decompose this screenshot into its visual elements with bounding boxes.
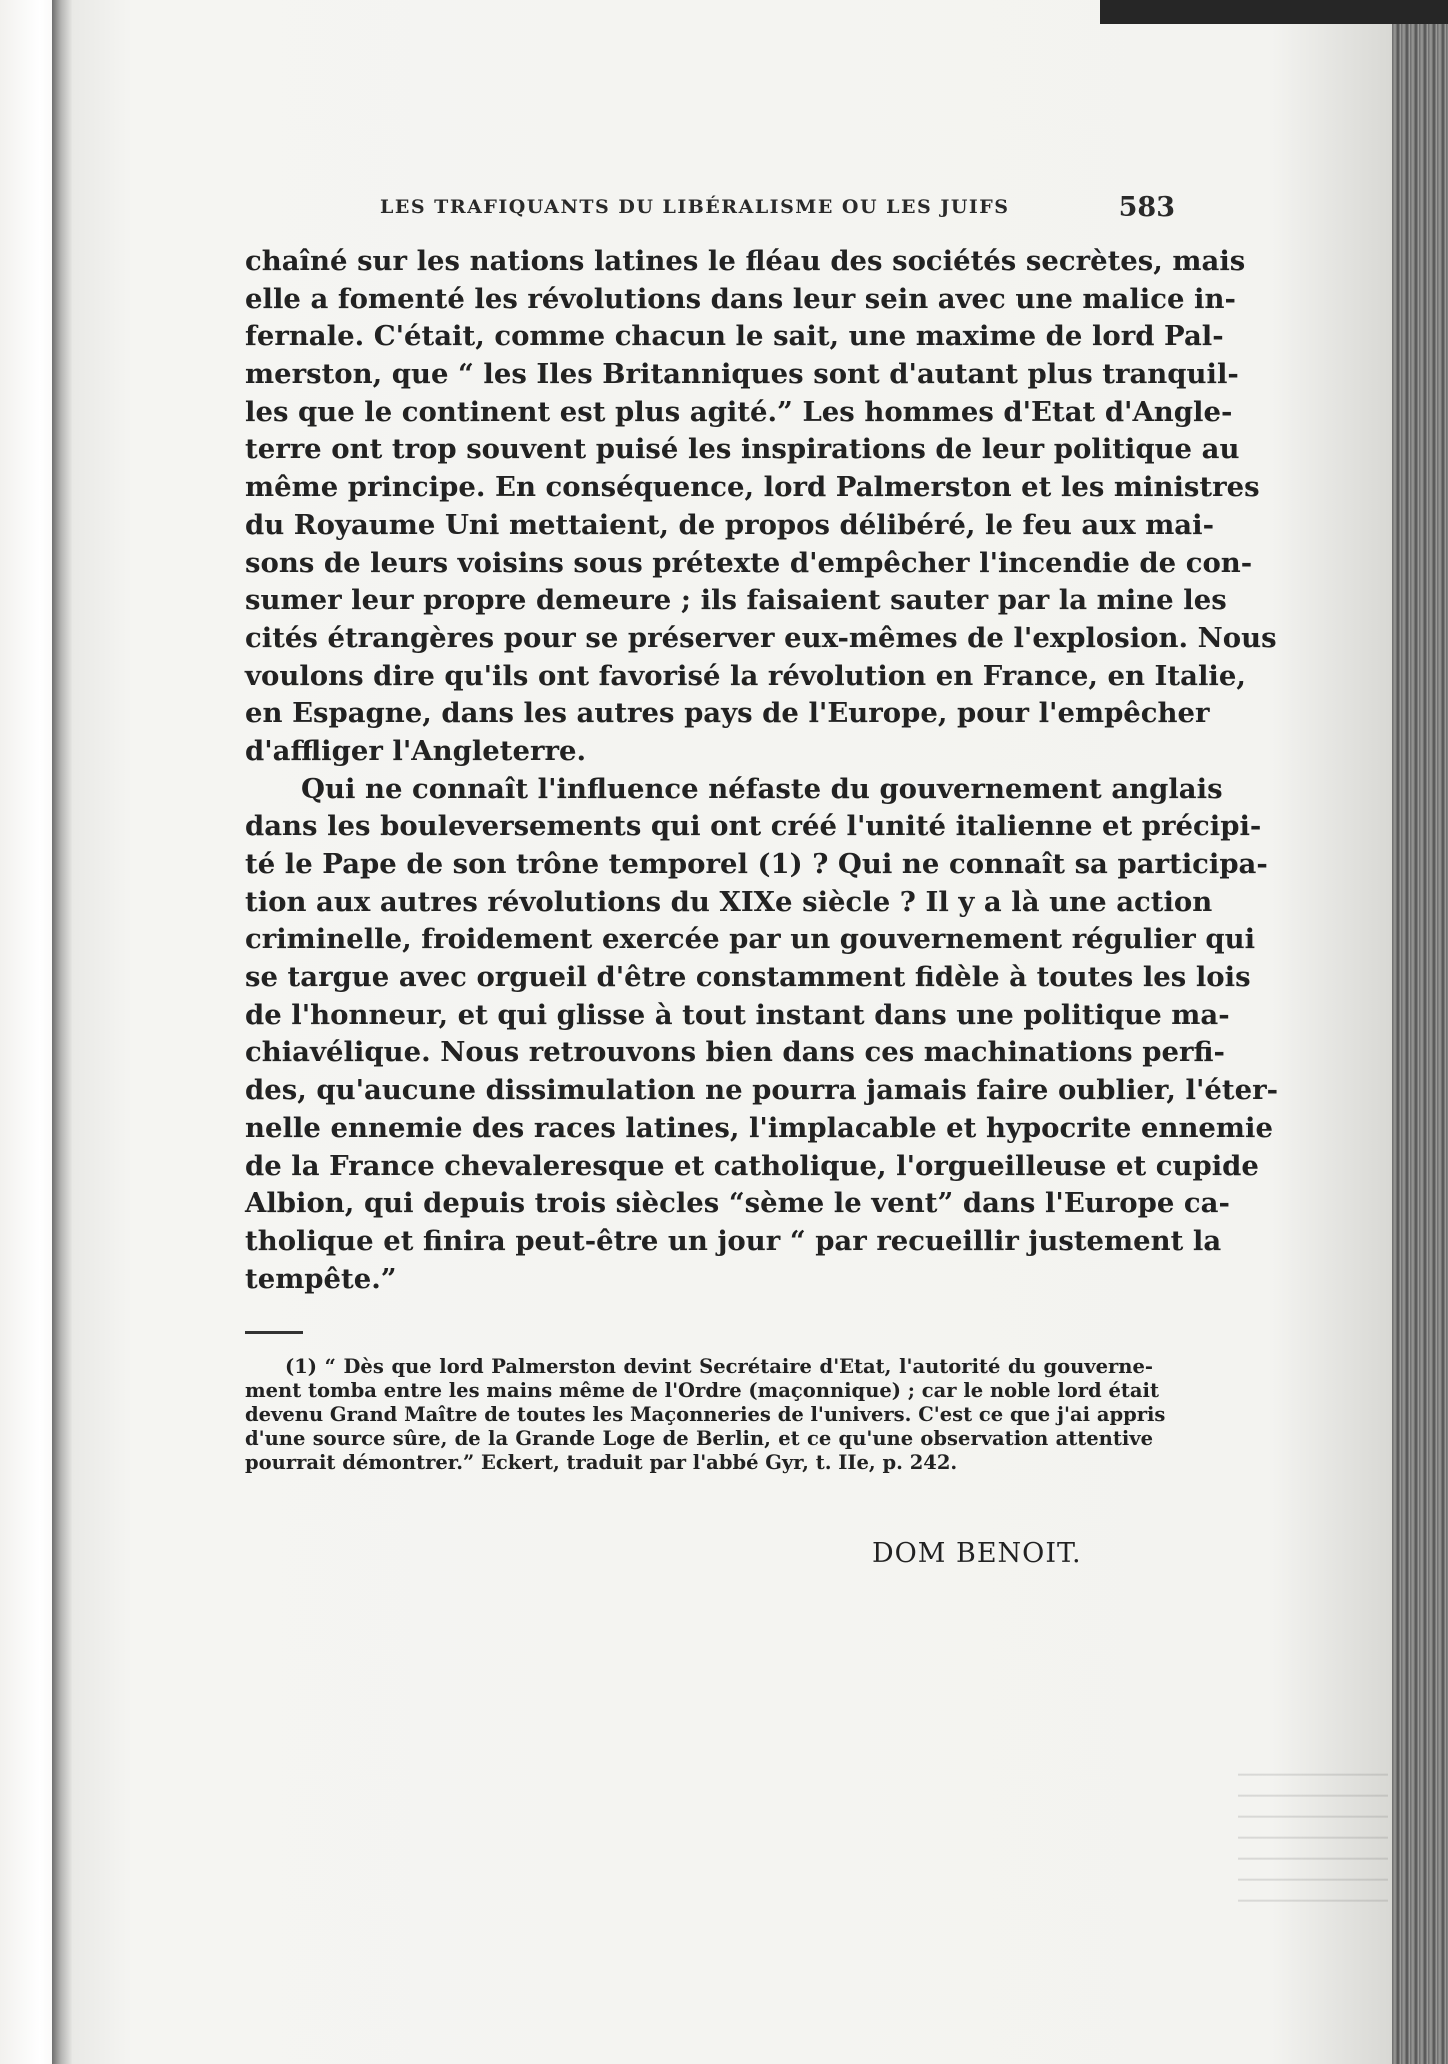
text-line: les que le continent est plus agité.” Les hommes d'Etat d'Angle- (245, 395, 1233, 428)
page-number: 583 (1118, 192, 1175, 223)
footnote-line: (1) “ Dès que lord Palmerston devint Secrétaire d'Etat, l'autorité du gouverne- (285, 1355, 1153, 1378)
footnote (245, 1355, 1166, 1475)
book-gutter-left (52, 0, 72, 2064)
running-head: LES TRAFIQUANTS DU LIBÉRALISME OU LES JUIFS (380, 196, 1010, 218)
paragraph-1 (245, 243, 1277, 771)
text-line: de la France chevaleresque et catholique, l'orgueilleuse et cupide (245, 1149, 1259, 1182)
author-signature: DOM BENOIT. (872, 1538, 1082, 1569)
bleed-through-marks (1238, 1760, 1388, 1920)
text-line: d'affliger l'Angleterre. (245, 734, 587, 767)
text-line: Albion, qui depuis trois siècles “sème le vent” dans l'Europe ca- (245, 1187, 1230, 1220)
text-line: des, qu'aucune dissimulation ne pourra jamais faire oublier, l'éter- (245, 1074, 1279, 1107)
page-header (380, 192, 1175, 228)
text-line: du Royaume Uni mettaient, de propos délibéré, le feu aux mai- (245, 508, 1214, 541)
text-line: se targue avec orgueil d'être constamment fidèle à toutes les lois (245, 961, 1251, 994)
text-line: de l'honneur, et qui glisse à tout instant dans une politique ma- (245, 998, 1230, 1031)
text-line: sons de leurs voisins sous prétexte d'empêcher l'incendie de con- (245, 546, 1253, 579)
text-line: nelle ennemie des races latines, l'implacable et hypocrite ennemie (245, 1111, 1273, 1144)
footnote-line: devenu Grand Maître de toutes les Maçonneries de l'univers. C'est ce que j'ai appris (245, 1403, 1166, 1426)
text-line: en Espagne, dans les autres pays de l'Europe, pour l'empêcher (245, 697, 1210, 730)
text-line: tion aux autres révolutions du XIXe siècle ? Il y a là une action (245, 885, 1213, 918)
body-text (245, 243, 1279, 1298)
text-line: fernale. C'était, comme chacun le sait, une maxime de lord Pal- (245, 320, 1224, 353)
text-line: terre ont trop souvent puisé les inspirations de leur politique au (245, 433, 1240, 466)
footnote-line: d'une source sûre, de la Grande Loge de Berlin, et ce qu'une observation attentive (245, 1427, 1153, 1450)
text-line: merston, que “ les Iles Britanniques sont d'autant plus tranquil- (245, 358, 1239, 391)
text-line: elle a fomenté les révolutions dans leur sein avec une malice in- (245, 282, 1236, 315)
text-line: même principe. En conséquence, lord Palmerston et les ministres (245, 471, 1260, 504)
text-line: chaîné sur les nations latines le fléau des sociétés secrètes, mais (245, 245, 1246, 277)
text-line: tholique et finira peut-être un jour “ par recueillir justement la (245, 1224, 1222, 1257)
text-line: voulons dire qu'ils ont favorisé la révolution en France, en Italie, (245, 659, 1246, 692)
text-line: chiavélique. Nous retrouvons bien dans ces machinations perfi- (245, 1036, 1225, 1069)
text-line: Qui ne connaît l'influence néfaste du gouvernement anglais (301, 772, 1223, 805)
text-line: té le Pape de son trône temporel (1) ? Qui ne connaît sa participa- (245, 848, 1268, 880)
text-line: sumer leur propre demeure ; ils faisaient sauter par la mine les (245, 584, 1227, 617)
footnote-line: ment tomba entre les mains même de l'Ordre (maçonnique) ; car le noble lord était (245, 1379, 1159, 1402)
scan-shadow-top (1100, 0, 1448, 24)
text-line: tempête.” (245, 1262, 397, 1295)
text-line: cités étrangères pour se préserver eux-mêmes de l'explosion. Nous (245, 621, 1277, 654)
footnote-rule (245, 1331, 303, 1334)
text-line: criminelle, froidement exercée par un gouvernement régulier qui (245, 923, 1256, 956)
paragraph-2 (245, 771, 1279, 1299)
footnote-line: pourrait démontrer.” Eckert, traduit par l'abbé Gyr, t. IIe, p. 242. (245, 1451, 958, 1474)
text-line: dans les bouleversements qui ont créé l'unité italienne et précipi- (245, 810, 1262, 843)
page-edges-right (1392, 22, 1448, 2064)
